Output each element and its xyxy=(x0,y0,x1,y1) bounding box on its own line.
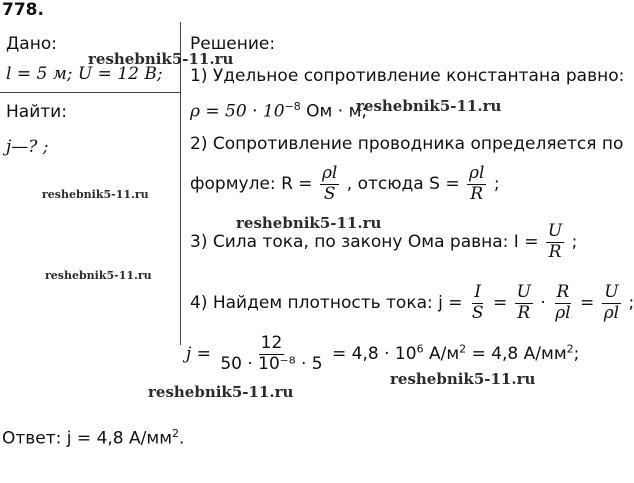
divider-horizontal xyxy=(0,92,181,93)
divider-vertical xyxy=(180,22,181,345)
watermark: reshebnik5-11.ru xyxy=(45,269,152,282)
watermark: reshebnik5-11.ru xyxy=(390,370,536,388)
step3-formula: 3) Сила тока, по закону Ома равна: I = $\frac{U}{R}$ ; xyxy=(190,221,578,262)
watermark: reshebnik5-11.ru xyxy=(236,214,382,232)
step1-text: 1) Удельное сопротивление константана равно: xyxy=(190,66,625,86)
calc-formula: j = $\frac{12}{\text{50 · 10⁻⁸ · 5}}$ = $4,8 \cdot 10^6$ $А/м^2 = 4,8$ $А/мм^2$; xyxy=(186,333,580,374)
given-header: Дано: xyxy=(6,34,57,54)
problem-number: 778. xyxy=(2,0,44,20)
step4-formula: 4) Найдем плотность тока: j = $\frac{I}{S}$ = $\frac{U}{R}$ · $\frac{R}{\rho l}$ = $\frac{U}{\rho l}$ ; xyxy=(190,282,634,323)
watermark: reshebnik5-11.ru xyxy=(42,188,149,201)
watermark: reshebnik5-11.ru xyxy=(148,383,294,401)
find-value: j—? ; xyxy=(6,137,49,157)
solution-header: Решение: xyxy=(190,34,276,54)
watermark: reshebnik5-11.ru xyxy=(356,97,502,115)
step1-formula: $\rho = 50 \cdot 10^{-8}$ Ом · м; xyxy=(190,100,368,122)
step2-text: 2) Сопротивление проводника определяется по xyxy=(190,134,624,154)
answer: Ответ: j = 4,8 $А/мм^2$. xyxy=(2,427,185,449)
watermark: reshebnik5-11.ru xyxy=(88,50,234,68)
given-values: l = 5 м; U = 12 В; xyxy=(6,64,163,84)
find-header: Найти: xyxy=(6,102,67,122)
step2-formula: формуле: R = $\frac{\rho l}{S}$ , отсюда S = $\frac{\rho l}{R}$ ; xyxy=(190,163,500,204)
